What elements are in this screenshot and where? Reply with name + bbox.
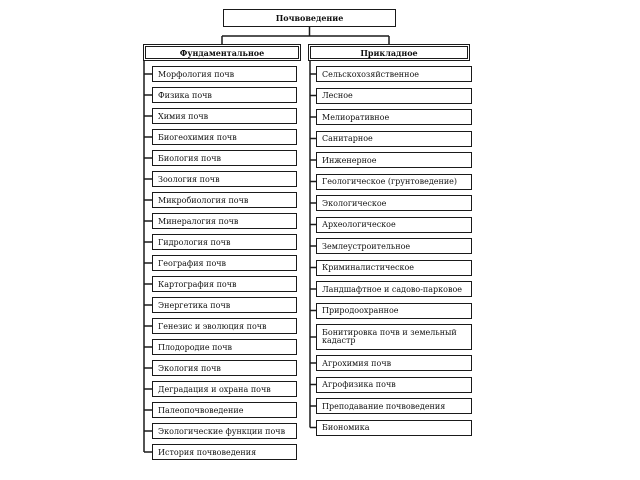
fundamental-item: Картография почв [152, 276, 297, 292]
fundamental-header: Фундаментальное [143, 44, 301, 61]
fundamental-item: Энергетика почв [152, 297, 297, 313]
fundamental-item: Минералогия почв [152, 213, 297, 229]
fundamental-item: Деградация и охрана почв [152, 381, 297, 397]
fundamental-item: Химия почв [152, 108, 297, 124]
fundamental-item: Физика почв [152, 87, 297, 103]
applied-item: Природоохранное [316, 303, 472, 319]
fundamental-item: Микробиология почв [152, 192, 297, 208]
fundamental-item: Зоология почв [152, 171, 297, 187]
root-node: Почвоведение [223, 9, 396, 27]
fundamental-item: Экологические функции почв [152, 423, 297, 439]
fundamental-item: История почвоведения [152, 444, 297, 460]
applied-item: Криминалистическое [316, 260, 472, 276]
applied-item: Археологическое [316, 217, 472, 233]
applied-item: Геологическое (грунтоведение) [316, 174, 472, 190]
fundamental-item: География почв [152, 255, 297, 271]
fundamental-item: Биогеохимия почв [152, 129, 297, 145]
applied-item: Сельскохозяйственное [316, 66, 472, 82]
fundamental-item: Экология почв [152, 360, 297, 376]
applied-item: Ландшафтное и садово-парковое [316, 281, 472, 297]
fundamental-item: Биология почв [152, 150, 297, 166]
applied-item: Мелиоративное [316, 109, 472, 125]
applied-item: Лесное [316, 88, 472, 104]
fundamental-item: Генезис и эволюция почв [152, 318, 297, 334]
applied-item: Агрохимия почв [316, 355, 472, 371]
applied-item: Агрофизика почв [316, 377, 472, 393]
applied-item: Экологическое [316, 195, 472, 211]
applied-item: Бонитировка почв и земельный кадастр [316, 324, 472, 350]
applied-item: Инженерное [316, 152, 472, 168]
fundamental-item: Плодородие почв [152, 339, 297, 355]
applied-item: Преподавание почвоведения [316, 398, 472, 414]
applied-item: Биономика [316, 420, 472, 436]
fundamental-item: Гидрология почв [152, 234, 297, 250]
applied-item: Санитарное [316, 131, 472, 147]
fundamental-item: Палеопочвоведение [152, 402, 297, 418]
fundamental-item: Морфология почв [152, 66, 297, 82]
applied-header: Прикладное [308, 44, 470, 61]
applied-item: Землеустроительное [316, 238, 472, 254]
